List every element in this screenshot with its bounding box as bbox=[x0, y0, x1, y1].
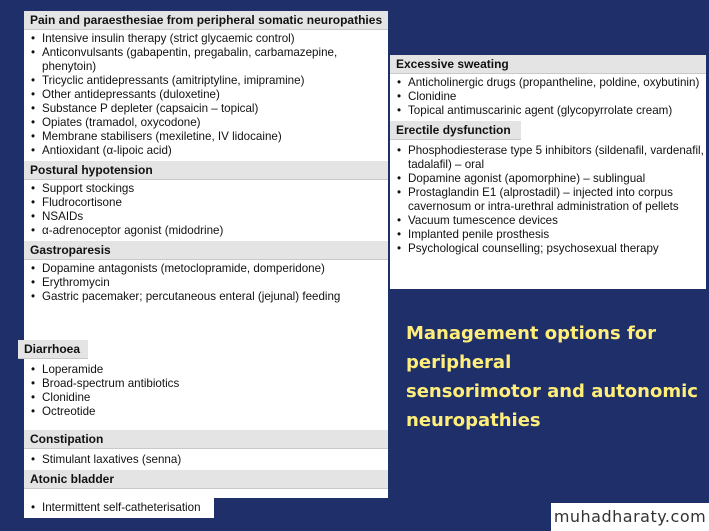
list-item: • Loperamide bbox=[30, 363, 382, 377]
list-item: • Anticonvulsants (gabapentin, pregabalin, carbamazepine, bbox=[30, 46, 382, 60]
section-header-diarrhoea: Diarrhoea bbox=[18, 340, 88, 359]
list-item: • Gastric pacemaker; percutaneous enteral (jejunal) feeding bbox=[30, 290, 382, 304]
list-item: • Substance P depleter (capsaicin – topical) bbox=[30, 102, 382, 116]
list-diarrhoea bbox=[24, 359, 388, 422]
list-item: • Opiates (tramadol, oxycodone) bbox=[30, 116, 382, 130]
list-item: • Clonidine bbox=[396, 90, 700, 104]
section-header-atonic-bladder: Atonic bladder bbox=[24, 470, 388, 489]
list-item: • NSAIDs bbox=[30, 210, 382, 224]
list-item: • Erythromycin bbox=[30, 276, 382, 290]
list-item-continuation: cavernosum or intra-urethral administration of pellets bbox=[408, 200, 679, 213]
section-header-postural: Postural hypotension bbox=[24, 161, 388, 180]
list-item: • Intermittent self-catheterisation bbox=[30, 501, 208, 515]
slide-title-line: sensorimotor and autonomic bbox=[406, 381, 698, 402]
list-item: • Anticholinergic drugs (propantheline, poldine, oxybutinin) bbox=[396, 76, 700, 90]
slide-title bbox=[406, 319, 706, 435]
list-atonic-bladder bbox=[24, 498, 214, 518]
panel-somatic bbox=[24, 11, 388, 340]
list-item: • Dopamine antagonists (metoclopramide, domperidone) bbox=[30, 262, 382, 276]
section-header-erectile: Erectile dysfunction bbox=[390, 121, 521, 140]
list-item: • Intensive insulin therapy (strict glycaemic control) bbox=[30, 32, 382, 46]
list-item: • Octreotide bbox=[30, 405, 382, 419]
list-postural bbox=[24, 180, 388, 241]
list-item-continuation: phenytoin) bbox=[42, 60, 97, 73]
list-item: • Topical antimuscarinic agent (glycopyrrolate cream) bbox=[396, 104, 700, 118]
slide-title-line: Management options for bbox=[406, 323, 657, 344]
list-item: • Clonidine bbox=[30, 391, 382, 405]
list-item: • Antioxidant (α-lipoic acid) bbox=[30, 144, 382, 158]
list-item: • Vacuum tumescence devices bbox=[396, 214, 700, 228]
panel-bladder-item bbox=[24, 498, 214, 518]
list-item: • Fludrocortisone bbox=[30, 196, 382, 210]
list-erectile bbox=[390, 140, 706, 259]
section-header-gastroparesis: Gastroparesis bbox=[24, 241, 388, 260]
list-item: • Other antidepressants (duloxetine) bbox=[30, 88, 382, 102]
list-item: • Support stockings bbox=[30, 182, 382, 196]
list-item: • Phosphodiesterase type 5 inhibitors (sildenafil, vardenafil, bbox=[396, 144, 700, 158]
list-item: • Prostaglandin E1 (alprostadil) – injected into corpus bbox=[396, 186, 700, 200]
section-header-pain: Pain and paraesthesiae from peripheral somatic neuropathies bbox=[24, 11, 388, 30]
watermark: muhadharaty.com bbox=[551, 503, 709, 531]
list-pain bbox=[24, 30, 388, 161]
panel-sweating-erectile bbox=[390, 55, 706, 289]
list-item-continuation: tadalafil) – oral bbox=[408, 158, 485, 171]
list-item: • Broad-spectrum antibiotics bbox=[30, 377, 382, 391]
list-item: • Membrane stabilisers (mexiletine, IV lidocaine) bbox=[30, 130, 382, 144]
list-sweating bbox=[390, 74, 706, 121]
list-item: • α-adrenoceptor agonist (midodrine) bbox=[30, 224, 382, 238]
list-item: • Dopamine agonist (apomorphine) – sublingual bbox=[396, 172, 700, 186]
panel-bowel-bladder bbox=[24, 340, 388, 498]
list-item: • Psychological counselling; psychosexual therapy bbox=[396, 242, 700, 256]
list-item: • Stimulant laxatives (senna) bbox=[30, 453, 382, 467]
list-item: • Implanted penile prosthesis bbox=[396, 228, 700, 242]
list-constipation bbox=[24, 449, 388, 470]
slide-title-line: peripheral bbox=[406, 352, 512, 373]
list-item: • Tricyclic antidepressants (amitriptyline, imipramine) bbox=[30, 74, 382, 88]
slide-title-line: neuropathies bbox=[406, 410, 541, 431]
list-gastroparesis bbox=[24, 260, 388, 307]
section-header-constipation: Constipation bbox=[24, 430, 388, 449]
section-header-sweating: Excessive sweating bbox=[390, 55, 706, 74]
